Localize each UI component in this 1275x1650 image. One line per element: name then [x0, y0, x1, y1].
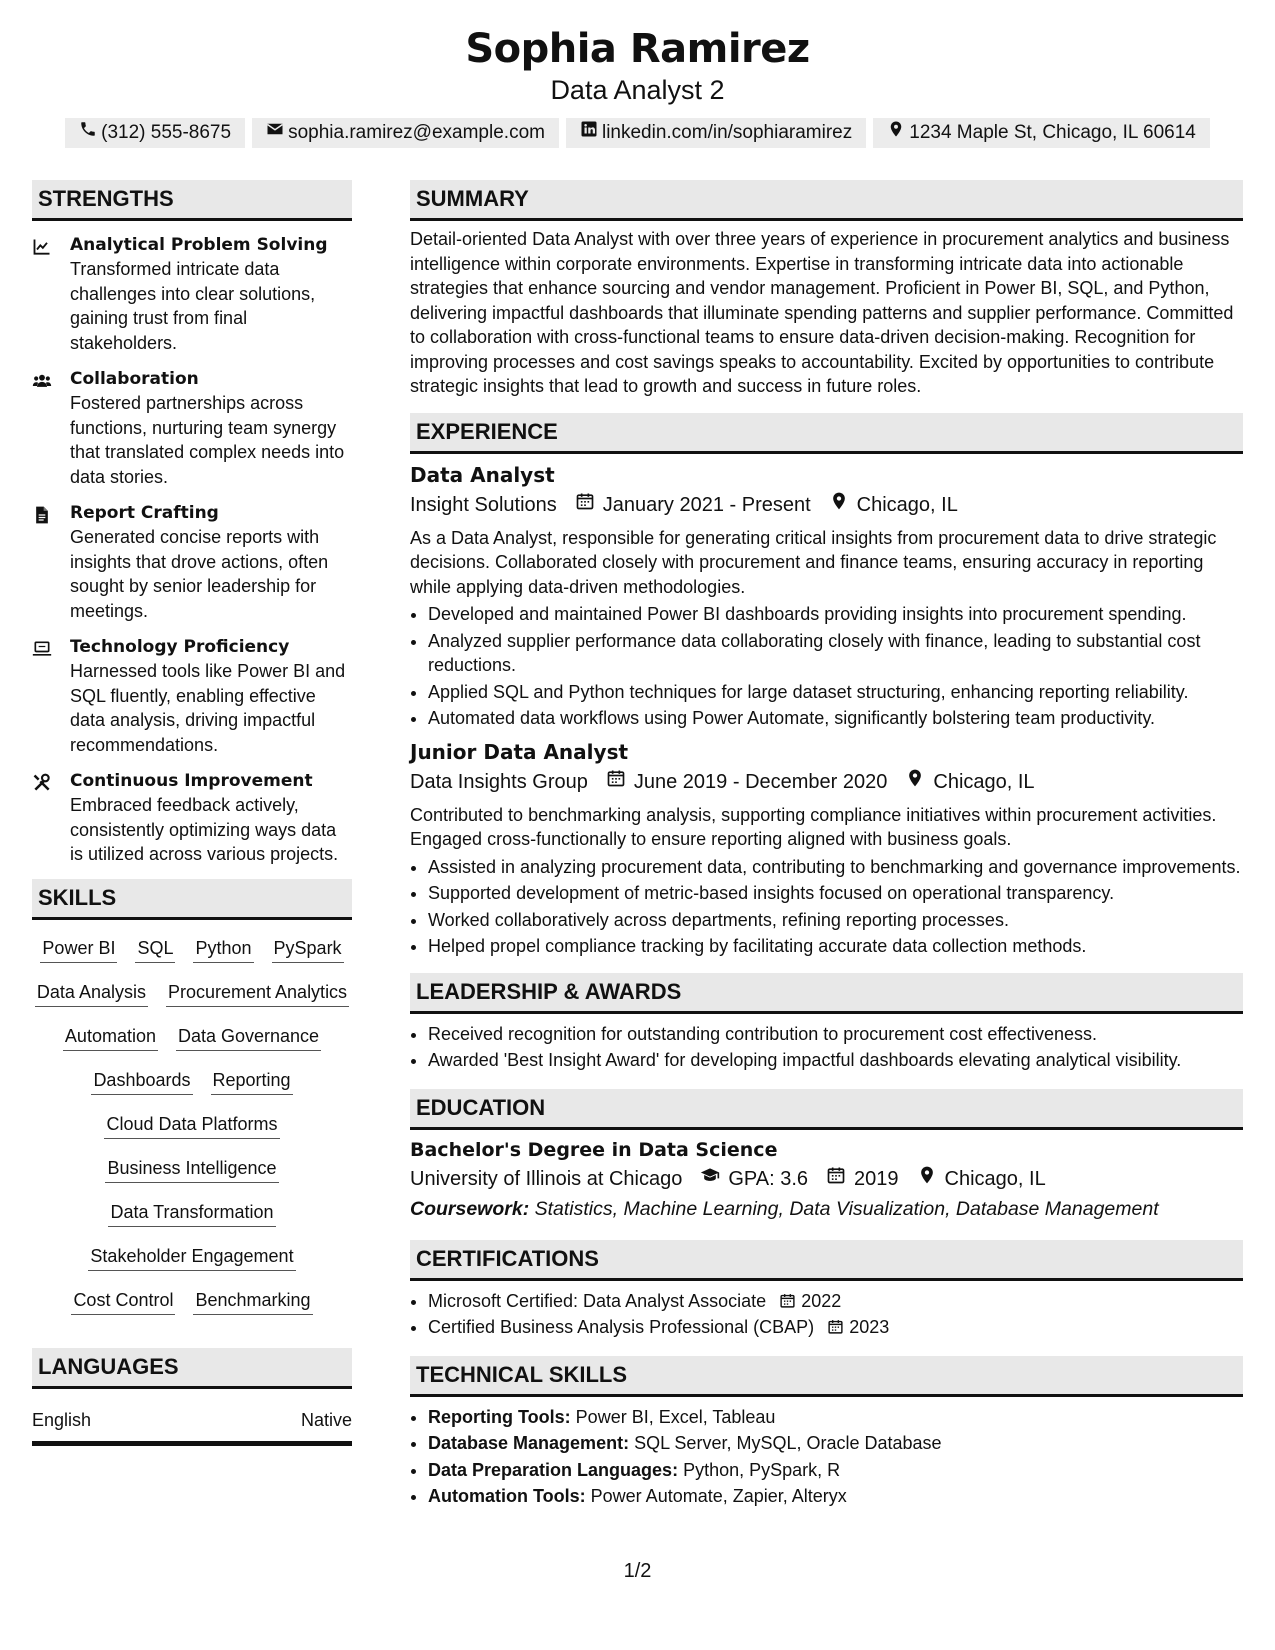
skill-tag: Benchmarking	[193, 1286, 312, 1315]
strength-title: Collaboration	[70, 369, 199, 389]
job-bullet: • Automated data workflows using Power Automate, significantly bolstering team productivity.	[428, 706, 1243, 731]
job-entry	[410, 460, 1243, 731]
education-heading: EDUCATION	[410, 1089, 1243, 1130]
certification-item	[428, 1289, 1243, 1314]
strengths-heading: STRENGTHS	[32, 180, 352, 221]
degree-title: Bachelor's Degree in Data Science	[410, 1138, 778, 1161]
contact-phone[interactable]	[65, 118, 245, 148]
skill-tag: Cost Control	[71, 1286, 175, 1315]
strength-item	[32, 635, 352, 757]
technical-skill-value: SQL Server, MySQL, Oracle Database	[634, 1433, 942, 1453]
technical-skill-label: Automation Tools:	[428, 1486, 586, 1506]
strength-title: Analytical Problem Solving	[70, 235, 328, 255]
certification-item	[428, 1315, 1243, 1340]
tools-icon	[32, 769, 70, 867]
candidate-name: Sophia Ramirez	[465, 26, 810, 72]
job-bullet: • Worked collaboratively across departments, refining reporting processes.	[428, 908, 1243, 933]
phone-icon	[79, 120, 97, 146]
skill-tag: Cloud Data Platforms	[104, 1110, 279, 1139]
strength-desc: Harnessed tools like Power BI and SQL fluently, enabling effective data analysis, driving impactful recommendations.	[70, 661, 346, 755]
address-text: 1234 Maple St, Chicago, IL 60614	[909, 122, 1196, 143]
certification-year: 2022	[801, 1290, 842, 1311]
job-meta	[410, 490, 1243, 520]
job-company: Data Insights Group	[410, 770, 588, 793]
job-bullet: • Applied SQL and Python techniques for large dataset structuring, enhancing reporting reliability.	[428, 680, 1243, 705]
job-bullet: • Developed and maintained Power BI dashboards providing insights into procurement spending.	[428, 602, 1243, 627]
users-icon	[32, 367, 70, 489]
graduation-year: 2019	[854, 1167, 899, 1190]
leadership-heading: LEADERSHIP & AWARDS	[410, 973, 1243, 1014]
technical-skill-value: Power Automate, Zapier, Alteryx	[590, 1486, 847, 1506]
map-pin-icon	[895, 767, 925, 797]
certifications-heading: CERTIFICATIONS	[410, 1240, 1243, 1281]
calendar-icon	[771, 1291, 796, 1311]
skill-tag: Power BI	[40, 934, 117, 963]
job-bullet: • Helped propel compliance tracking by facilitating accurate data collection methods.	[428, 934, 1243, 959]
strength-title: Continuous Improvement	[70, 771, 313, 791]
school-location: Chicago, IL	[944, 1167, 1046, 1190]
technical-skill-value: Python, PySpark, R	[683, 1459, 841, 1480]
coursework-label: Coursework:	[410, 1197, 530, 1220]
summary-text: Detail-oriented Data Analyst with over three years of experience in procurement analytics and business intelligence within corporate environments. Expertise in transforming intricate data into actionable strategies that enhance sourcing and vendor management. Proficient in Power BI, SQL, and Python, delivering impactful dashboards that illuminate spending patterns and supplier performance. Committed to collaboration with cross-functional teams to ensure data-driven decision-making. Recognition for improving processes and cost savings speaks to accountability. Excited by opportunities to contribute strategic insights that lead to growth and success in future roles.	[410, 229, 1234, 396]
envelope-icon	[266, 120, 284, 146]
linkedin-text: linkedin.com/in/sophiaramirez	[601, 122, 853, 143]
technical-skill-item	[428, 1458, 1243, 1483]
job-title: Data Analyst	[410, 462, 555, 487]
skill-tag: Data Analysis	[35, 978, 148, 1007]
strength-desc: Transformed intricate data challenges into clear solutions, gaining trust from final stakeholders.	[70, 259, 316, 353]
job-bullet: • Supported development of metric-based insights focused on operational transparency.	[428, 881, 1243, 906]
laptop-icon	[32, 635, 70, 757]
graduation-cap-icon	[690, 1164, 720, 1194]
strength-item	[32, 233, 352, 355]
certifications-list	[410, 1289, 1243, 1340]
file-icon	[32, 501, 70, 623]
language-level: Native	[300, 1409, 352, 1430]
contact-linkedin[interactable]	[566, 118, 866, 148]
left-column	[32, 180, 352, 1446]
calendar-icon	[816, 1164, 846, 1194]
skill-tag: Reporting	[211, 1066, 293, 1095]
gpa: GPA: 3.6	[728, 1167, 809, 1190]
skill-tag: Dashboards	[91, 1066, 192, 1095]
coursework	[410, 1194, 1243, 1224]
calendar-icon	[596, 767, 626, 797]
skills-list	[32, 920, 352, 1348]
languages-heading: LANGUAGES	[32, 1348, 352, 1389]
job-bullet: • Assisted in analyzing procurement data, contributing to benchmarking and governance improvements.	[428, 855, 1243, 880]
school-name: University of Illinois at Chicago	[410, 1167, 683, 1190]
skill-tag: Python	[193, 934, 253, 963]
technical-skills-list	[410, 1405, 1243, 1509]
strength-item	[32, 501, 352, 623]
language-row	[32, 1407, 352, 1446]
strength-title: Report Crafting	[70, 503, 219, 523]
resume-header	[0, 0, 1275, 148]
technical-skill-item	[428, 1484, 1243, 1509]
experience-heading: EXPERIENCE	[410, 413, 1243, 454]
summary-heading: SUMMARY	[410, 180, 1243, 221]
technical-skill-value: Power BI, Excel, Tableau	[575, 1406, 776, 1427]
candidate-role: Data Analyst 2	[550, 75, 725, 105]
job-location: Chicago, IL	[856, 493, 958, 516]
skill-tag: Stakeholder Engagement	[88, 1242, 295, 1271]
map-pin-icon	[819, 490, 849, 520]
job-description: As a Data Analyst, responsible for generating critical insights from procurement data to drive strategic decisions. Collaborated closely with procurement and finance teams, ensuring accuracy in reporting while applying data-driven methodologies.	[410, 527, 1217, 597]
technical-skill-item	[428, 1431, 1243, 1456]
strength-item	[32, 367, 352, 489]
job-description: Contributed to benchmarking analysis, supporting compliance initiatives within procurement activities. Engaged cross-functionally to ensure reporting aligned with business goals.	[410, 804, 1217, 849]
contact-email[interactable]	[252, 118, 559, 148]
linkedin-icon	[580, 120, 598, 146]
map-pin-icon	[887, 120, 905, 146]
skills-heading: SKILLS	[32, 879, 352, 920]
job-bullets	[410, 855, 1243, 959]
job-company: Insight Solutions	[410, 493, 557, 516]
job-dates: June 2019 - December 2020	[633, 770, 888, 793]
contact-address[interactable]	[873, 118, 1210, 148]
chart-line-icon	[32, 233, 70, 355]
education-meta	[410, 1164, 1243, 1194]
job-bullets	[410, 602, 1243, 731]
strength-desc: Fostered partnerships across functions, nurturing team synergy that translated complex needs into data stories.	[70, 393, 345, 487]
leadership-item: • Received recognition for outstanding contribution to procurement cost effectiveness.	[428, 1022, 1243, 1047]
job-meta	[410, 767, 1243, 797]
job-entry	[410, 737, 1243, 959]
coursework-list: Statistics, Machine Learning, Data Visualization, Database Management	[534, 1197, 1159, 1220]
skill-tag: Automation	[63, 1022, 158, 1051]
page-number: 1/2	[623, 1560, 652, 1582]
leadership-item: • Awarded 'Best Insight Award' for developing impactful dashboards elevating analytical visibility.	[428, 1048, 1243, 1073]
job-bullet: • Analyzed supplier performance data collaborating closely with finance, leading to substantial cost reductions.	[428, 629, 1243, 678]
skill-tag: Data Governance	[176, 1022, 321, 1051]
job-title: Junior Data Analyst	[410, 739, 629, 764]
strength-item	[32, 769, 352, 867]
job-location: Chicago, IL	[933, 770, 1035, 793]
calendar-icon	[565, 490, 595, 520]
skill-tag: Data Transformation	[108, 1198, 275, 1227]
technical-skill-label: Database Management:	[428, 1433, 630, 1453]
language-name: English	[32, 1409, 92, 1430]
certification-name: Certified Business Analysis Professional (CBAP)	[428, 1317, 815, 1337]
phone-text: (312) 555-8675	[101, 122, 232, 143]
skill-tag: Procurement Analytics	[166, 978, 349, 1007]
certification-name: Microsoft Certified: Data Analyst Associate	[428, 1290, 767, 1311]
strength-desc: Generated concise reports with insights that drove actions, often sought by senior leadership for meetings.	[70, 527, 329, 621]
technical-skills-heading: TECHNICAL SKILLS	[410, 1356, 1243, 1397]
strengths-list	[32, 233, 352, 879]
skill-tag: SQL	[135, 934, 175, 963]
skill-tag: PySpark	[272, 934, 344, 963]
strength-title: Technology Proficiency	[70, 637, 290, 657]
calendar-icon	[819, 1317, 844, 1337]
certification-year: 2023	[849, 1317, 890, 1337]
email-text: sophia.ramirez@example.com	[288, 122, 545, 143]
right-column	[410, 180, 1243, 1511]
contact-bar	[0, 118, 1275, 148]
technical-skill-item	[428, 1405, 1243, 1430]
leadership-list	[410, 1022, 1243, 1073]
job-dates: January 2021 - Present	[602, 493, 811, 516]
technical-skill-label: Data Preparation Languages:	[428, 1459, 679, 1480]
skill-tag: Business Intelligence	[105, 1154, 278, 1183]
technical-skill-label: Reporting Tools:	[428, 1406, 571, 1427]
map-pin-icon	[907, 1164, 937, 1194]
strength-desc: Embraced feedback actively, consistently optimizing ways data is utilized across various projects.	[70, 795, 339, 864]
